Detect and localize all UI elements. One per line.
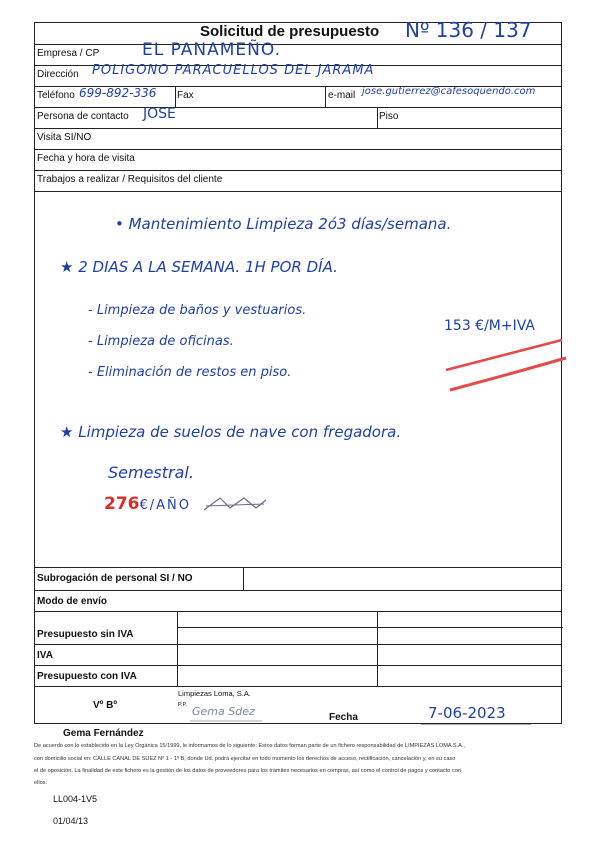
visita-label: Visita SI/NO (37, 132, 92, 143)
note-line: Semestral. (108, 463, 194, 482)
note-line: - Eliminación de restos en piso. (88, 365, 292, 380)
iva-label: IVA (37, 650, 53, 661)
form-date: 01/04/13 (53, 816, 89, 826)
legal-text: con domicilio social en: CALLE CANAL DE SUEZ Nº 1 - 1º B, donde Ud. podrá ejercitar en todo momento los derechos de acceso, rectificación, cancelación y, en su caso (34, 756, 456, 762)
price-yearly-unit: €/AÑO (139, 498, 192, 513)
page-title: Solicitud de presupuesto (200, 23, 380, 40)
note-line: ★ 2 DIAS A LA SEMANA. 1H POR DÍA. (60, 258, 338, 276)
signer-name: Gema Fernández (63, 728, 144, 739)
row-divider (35, 170, 561, 171)
note-line: ★ Limpieza de suelos de nave con fregadora. (60, 423, 402, 441)
email-label: e-mail (328, 90, 356, 101)
request-number: Nº 136 / 137 (405, 18, 532, 42)
row-divider (35, 665, 561, 666)
fecha-visita-label: Fecha y hora de visita (37, 153, 135, 164)
legal-text: el de oposición. La finalidad de este fichero es la gestión de los datos de proveedores para los trámites necesarios en compras, así como el control de pagos y contacto con (34, 768, 461, 774)
empresa-value: EL PANAMEÑO. (142, 40, 281, 60)
signature: Gema Sdez (192, 705, 255, 718)
presupuesto-sin-iva-label: Presupuesto sin IVA (37, 629, 134, 640)
email-value: jose.gutierrez@cafesoquendo.com (362, 86, 536, 97)
telefono-value: 699-892-336 (79, 86, 157, 100)
note-line: - Limpieza de baños y vestuarios. (88, 303, 307, 318)
direccion-label: Dirección (37, 69, 79, 80)
signature-line (188, 718, 264, 724)
red-underline-strokes (440, 336, 570, 396)
fecha-label: Fecha (329, 712, 358, 723)
col-divider (243, 567, 244, 590)
col-divider (177, 611, 178, 686)
row-divider (35, 590, 561, 591)
row-divider (35, 149, 561, 150)
legal-text: De acuerdo con lo establecido en la Ley Orgánica 15/1999, le informamos de lo siguiente: Estos datos forman parte de un fichero responsabilidad de LIMPIEZAS LOMA S.A., (34, 743, 465, 749)
col-divider (377, 107, 378, 128)
fecha-value: 7-06-2023 (428, 704, 506, 722)
piso-label: Piso (379, 111, 399, 122)
vb-label: Vº Bº (93, 700, 117, 711)
row-divider (35, 567, 561, 568)
presupuesto-con-iva-label: Presupuesto con IVA (37, 671, 137, 682)
row-divider (35, 44, 561, 45)
row-divider (35, 191, 561, 192)
red-stroke (450, 358, 566, 390)
legal-text: ellos. (34, 780, 48, 786)
row-divider (35, 128, 561, 129)
modo-envio-label: Modo de envío (37, 596, 107, 607)
row-divider (35, 644, 561, 645)
row-divider (35, 107, 561, 108)
company-stamp: Limpiezas Loma, S.A. (178, 689, 251, 698)
pp-label: P.P. (178, 702, 187, 708)
row-divider (35, 686, 561, 687)
contacto-value: JOSE (143, 106, 176, 122)
note-line: - Limpieza de oficinas. (88, 334, 234, 349)
note-line: • Mantenimiento Limpieza 2ó3 días/semana. (115, 215, 452, 233)
scribble-strikeout (200, 492, 270, 518)
col-divider (175, 86, 176, 107)
subrogacion-label: Subrogación de personal SI / NO (37, 573, 193, 584)
row-divider (177, 627, 563, 628)
trabajos-label: Trabajos a realizar / Requisitos del cliente (37, 174, 223, 185)
price-yearly (104, 494, 191, 514)
fax-label: Fax (177, 90, 194, 101)
col-divider (377, 611, 378, 686)
price-monthly: 153 €/M+IVA (444, 318, 535, 334)
col-divider (325, 86, 326, 107)
empresa-label: Empresa / CP (37, 48, 100, 59)
form-code: LL004-1V5 (53, 794, 98, 804)
row-divider (35, 611, 561, 612)
price-yearly-amount: 276 (104, 494, 140, 514)
fecha-underline (420, 722, 532, 726)
direccion-value: POLIGONO PARACUELLOS DEL JARAMA (92, 63, 375, 78)
telefono-label: Teléfono (37, 90, 75, 101)
contacto-label: Persona de contacto (37, 111, 129, 122)
